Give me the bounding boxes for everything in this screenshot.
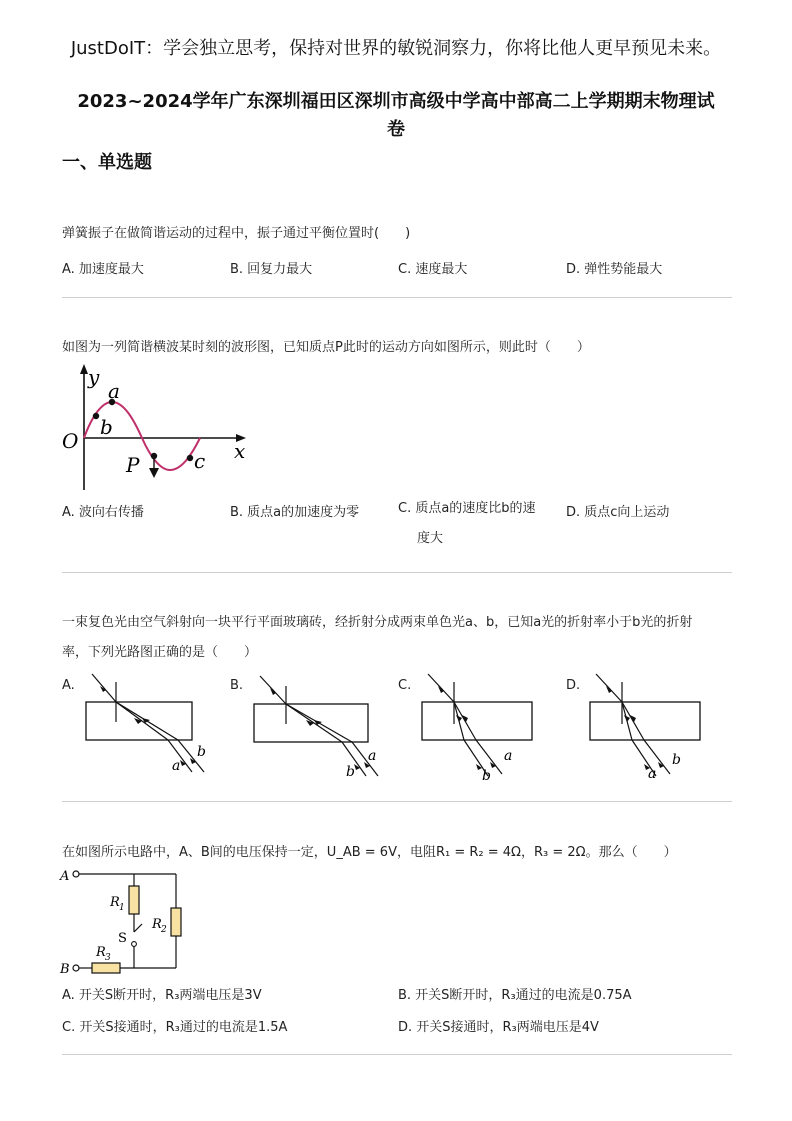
- ray-2-inside: [622, 702, 644, 740]
- q1-stem: 弹簧振子在做简谐运动的过程中，振子通过平衡位置时( ): [62, 226, 411, 241]
- label-r3-sub: 3: [105, 953, 111, 963]
- ray-label-1: b: [197, 744, 206, 760]
- label-a: a: [108, 379, 120, 403]
- ray-label-1: b: [672, 752, 681, 768]
- circuit-figure: [58, 864, 198, 976]
- glass-block: [590, 702, 700, 740]
- ray-arrow-1: [134, 718, 142, 724]
- switch-contact: [132, 942, 137, 947]
- q4-stem: 在如图所示电路中，A、B间的电压保持一定，U_AB = 6V，电阻R₁ = R₂ = 4Ω，R₃ = 2Ω。那么（ ）: [62, 845, 677, 860]
- point-b: [93, 413, 99, 419]
- ray-label-2: a: [648, 766, 657, 782]
- wave-figure: [58, 362, 258, 492]
- q3-option-a-label[interactable]: A.: [62, 678, 75, 693]
- label-r1: R: [110, 895, 120, 910]
- label-r1-sub: 1: [119, 903, 125, 913]
- q3-figure-d[interactable]: [586, 672, 721, 782]
- label-b: b: [100, 415, 113, 439]
- point-c: [187, 455, 193, 461]
- page-title: [40, 88, 752, 144]
- label-r3: R: [96, 945, 106, 960]
- resistor-r2: [171, 908, 181, 936]
- q1-option-b[interactable]: B. 回复力最大: [230, 262, 313, 277]
- resistor-r1: [129, 886, 139, 914]
- label-terminal-a: A: [60, 869, 70, 884]
- q3-figure-b[interactable]: [250, 672, 385, 782]
- q3-stem-line2: 率，下列光路图正确的是（ ）: [62, 645, 258, 660]
- incident-ray: [260, 676, 286, 704]
- q3-figure-a[interactable]: [82, 672, 212, 782]
- q4-option-c[interactable]: C. 开关S接通时，R₃通过的电流是1.5A: [62, 1020, 288, 1035]
- divider: [62, 801, 732, 802]
- terminal-b: [73, 965, 79, 971]
- q3-stem: [62, 608, 692, 668]
- title-line-1: 2023~2024学年广东深圳福田区深圳市高级中学高中部高二上学期期末物理试: [77, 91, 715, 112]
- incident-ray: [428, 674, 454, 702]
- q2-option-d[interactable]: D. 质点c向上运动: [566, 505, 670, 520]
- incident-ray: [92, 674, 116, 702]
- label-o: O: [62, 429, 79, 453]
- q4-option-b[interactable]: B. 开关S断开时，R₃通过的电流是0.75A: [398, 988, 632, 1003]
- q3-figure-c[interactable]: [418, 672, 553, 782]
- label-r2: R: [152, 917, 162, 932]
- q2-option-c-line2: 度大: [417, 531, 444, 546]
- ray-label-2: a: [172, 758, 181, 774]
- q2-option-c-line1: C. 质点a的速度比b的速: [398, 501, 536, 516]
- ray-label-2: b: [482, 768, 491, 782]
- ray-arrow-1: [456, 715, 462, 722]
- q3-option-b-label[interactable]: B.: [230, 678, 244, 693]
- q3-stem-line1: 一束复色光由空气斜射向一块平行平面玻璃砖，经折射分成两束单色光a、b，已知a光的折射率小于b光的折射: [62, 615, 693, 630]
- section-heading: 一、单选题: [62, 152, 152, 173]
- q2-stem: 如图为一列简谐横波某时刻的波形图，已知质点P此时的运动方向如图所示，则此时（ ）: [62, 340, 590, 355]
- label-r2-sub: 2: [161, 925, 167, 935]
- p-velocity-arrow: [149, 468, 159, 478]
- glass-block: [422, 702, 532, 740]
- q1-option-c[interactable]: C. 速度最大: [398, 262, 468, 277]
- q2-option-c[interactable]: [398, 494, 536, 554]
- divider: [62, 1054, 732, 1055]
- resistor-r3: [92, 963, 120, 973]
- label-terminal-b: B: [60, 962, 70, 976]
- ray-label-1: a: [368, 748, 377, 764]
- label-p: P: [126, 453, 140, 477]
- ray-2-inside: [454, 702, 476, 740]
- q3-option-d-label[interactable]: D.: [566, 678, 581, 693]
- label-x: x: [234, 439, 246, 463]
- q1-option-d[interactable]: D. 弹性势能最大: [566, 262, 663, 277]
- label-switch: S: [118, 931, 127, 946]
- q3-option-c-label[interactable]: C.: [398, 678, 412, 693]
- motto-banner: JustDoIT：学会独立思考，保持对世界的敏锐洞察力，你将比他人更早预见未来。: [70, 38, 722, 59]
- incident-ray: [596, 674, 622, 702]
- divider: [62, 572, 732, 573]
- switch-blade: [134, 924, 142, 932]
- label-c: c: [194, 449, 206, 473]
- q4-option-d[interactable]: D. 开关S接通时，R₃两端电压是4V: [398, 1020, 599, 1035]
- ray-arrow-1: [624, 715, 630, 722]
- y-axis-arrow: [80, 364, 88, 374]
- q4-option-a[interactable]: A. 开关S断开时，R₃两端电压是3V: [62, 988, 262, 1003]
- divider: [62, 297, 732, 298]
- q2-option-a[interactable]: A. 波向右传播: [62, 505, 144, 520]
- ray-label-1: a: [504, 748, 513, 764]
- ray-label-2: b: [346, 764, 355, 780]
- q2-option-b[interactable]: B. 质点a的加速度为零: [230, 505, 360, 520]
- q1-option-a[interactable]: A. 加速度最大: [62, 262, 144, 277]
- title-line-2: 卷: [387, 119, 405, 140]
- terminal-a: [73, 871, 79, 877]
- label-y: y: [88, 365, 100, 389]
